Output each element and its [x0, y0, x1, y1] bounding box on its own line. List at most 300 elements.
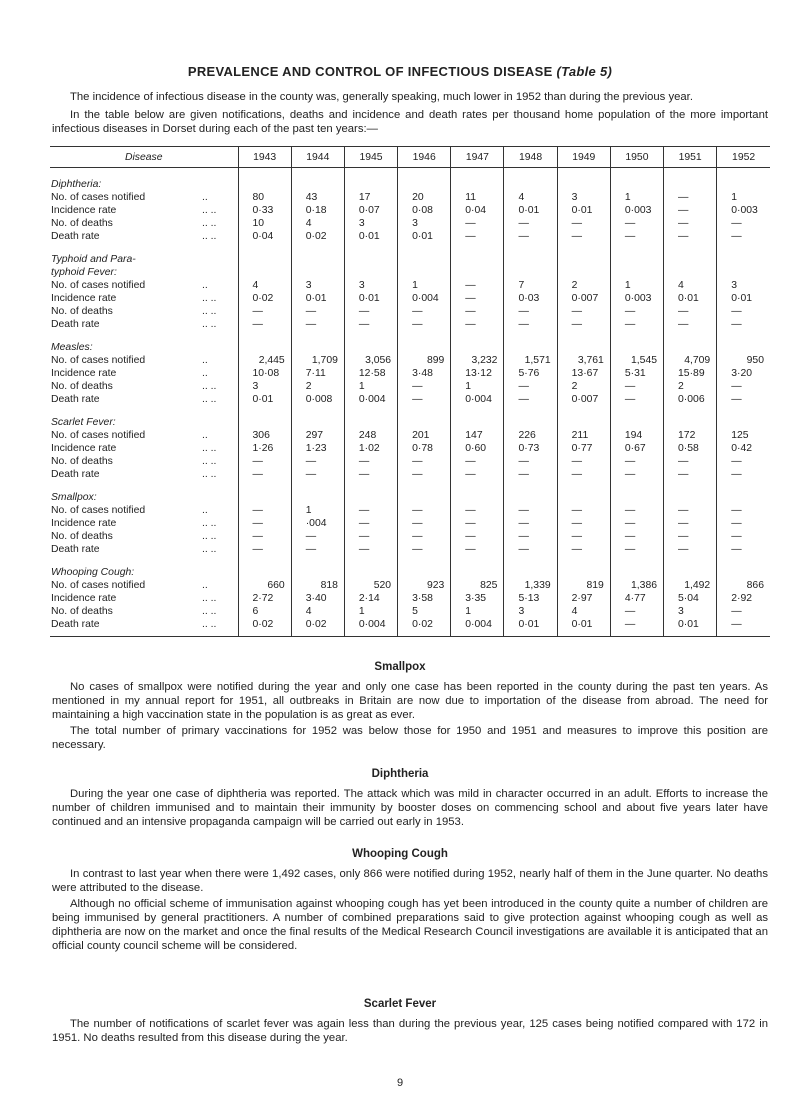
table-row	[50, 191, 770, 204]
data-cell: —	[344, 530, 397, 543]
data-cell: —	[344, 468, 397, 481]
empty-cell	[238, 331, 291, 354]
data-cell: 0·007	[557, 393, 610, 406]
empty-cell	[451, 556, 504, 579]
data-cell: —	[451, 468, 504, 481]
data-cell: 1,571	[504, 354, 557, 367]
data-cell: —	[557, 504, 610, 517]
table-row	[50, 217, 770, 230]
row-label	[50, 530, 238, 543]
table-row	[50, 380, 770, 393]
data-cell: 0·02	[238, 292, 291, 305]
empty-cell	[717, 556, 770, 579]
table-row	[50, 468, 770, 481]
leader-dots: .. ..	[202, 544, 217, 555]
data-cell: —	[238, 517, 291, 530]
data-cell: 0·003	[610, 204, 663, 217]
empty-cell	[664, 481, 717, 504]
heading-whooping-cough: Whooping Cough	[352, 848, 448, 860]
column-header-year: 1946	[398, 147, 451, 168]
empty-cell	[717, 266, 770, 279]
data-cell: 1	[451, 605, 504, 618]
scarlet-paragraph-1: The number of notifications of scarlet fever was again less than during the previous year, 125 cases being notified compared with 172 in 1951. No deaths resulted from this disease during the year.	[52, 1018, 768, 1044]
row-label-text: Death rate	[51, 231, 100, 242]
data-cell: 1,545	[610, 354, 663, 367]
data-cell: —	[610, 393, 663, 406]
empty-cell	[344, 243, 397, 266]
data-cell: —	[557, 543, 610, 556]
data-cell: —	[451, 455, 504, 468]
data-cell: —	[717, 393, 770, 406]
table-row	[50, 367, 770, 380]
empty-cell	[610, 556, 663, 579]
row-label-text: No. of deaths	[51, 606, 113, 617]
data-cell: 923	[398, 579, 451, 592]
data-cell: 3	[398, 217, 451, 230]
data-cell: 520	[344, 579, 397, 592]
data-cell: 818	[291, 579, 344, 592]
empty-cell	[504, 243, 557, 266]
row-label	[50, 230, 238, 243]
whooping-paragraph-1: In contrast to last year when there were 1,492 cases, only 866 were notified during 1952, nearly half of them in the June quarter. No deaths were attributed to the disease.	[52, 868, 768, 894]
empty-cell	[557, 406, 610, 429]
empty-cell	[344, 168, 397, 192]
empty-cell	[610, 331, 663, 354]
data-cell: —	[610, 305, 663, 318]
data-cell: —	[238, 543, 291, 556]
data-cell: —	[291, 305, 344, 318]
table-row	[50, 605, 770, 618]
disease-name: Diphtheria:	[51, 179, 102, 190]
data-cell: 3	[238, 380, 291, 393]
empty-cell	[451, 481, 504, 504]
data-cell: —	[664, 504, 717, 517]
data-cell: 5·13	[504, 592, 557, 605]
data-cell: 0·01	[238, 393, 291, 406]
empty-cell	[344, 556, 397, 579]
leader-dots: .. ..	[202, 319, 217, 330]
row-label	[50, 504, 238, 517]
row-label	[50, 217, 238, 230]
data-cell: —	[504, 318, 557, 331]
data-cell: 0·01	[291, 292, 344, 305]
data-cell: 43	[291, 191, 344, 204]
data-cell: 15·89	[664, 367, 717, 380]
data-cell: —	[717, 318, 770, 331]
leader-dots: ..	[202, 505, 208, 516]
data-cell: —	[664, 468, 717, 481]
leader-dots: .. ..	[202, 394, 217, 405]
row-label	[50, 380, 238, 393]
leader-dots: ..	[202, 280, 208, 291]
data-cell: —	[451, 543, 504, 556]
table-row	[50, 429, 770, 442]
leader-dots: .. ..	[202, 518, 217, 529]
intro-paragraph-2: In the table below are given notifications, deaths and incidence and death rates per thousand home population of the more important infectious diseases in Dorset during each of the past ten years:—	[52, 109, 768, 135]
disease-group-row	[50, 556, 770, 579]
column-header-year: 1948	[504, 147, 557, 168]
leader-dots: ..	[202, 580, 208, 591]
data-cell: 2·72	[238, 592, 291, 605]
data-cell: —	[557, 468, 610, 481]
empty-cell	[717, 406, 770, 429]
disease-group-row	[50, 266, 770, 279]
data-cell: —	[344, 517, 397, 530]
table-reference: (Table 5)	[556, 64, 613, 79]
data-cell: —	[291, 318, 344, 331]
data-cell: 1	[451, 380, 504, 393]
table-row	[50, 543, 770, 556]
empty-cell	[504, 556, 557, 579]
data-cell: —	[664, 191, 717, 204]
data-cell: —	[291, 530, 344, 543]
data-cell: 4	[664, 279, 717, 292]
data-cell: 1·02	[344, 442, 397, 455]
leader-dots: .. ..	[202, 619, 217, 630]
data-cell: —	[398, 504, 451, 517]
data-cell: —	[504, 305, 557, 318]
empty-cell	[238, 556, 291, 579]
row-label-text: Incidence rate	[51, 443, 117, 454]
page-title	[0, 64, 800, 79]
diphtheria-paragraph-1: During the year one case of diphtheria was reported. The attack which was mild in character occurred in an adult. Efforts to increase the number of children immunised and to maintain their immunity by booster doses on commencing school and about five years later have continued and an intensive propaganda campaign will be carried out early in 1953.	[52, 788, 768, 828]
data-cell: —	[504, 517, 557, 530]
data-cell: 950	[717, 354, 770, 367]
row-label	[50, 605, 238, 618]
empty-cell	[504, 481, 557, 504]
data-cell: 0·04	[451, 204, 504, 217]
empty-cell	[610, 243, 663, 266]
column-header-year: 1944	[291, 147, 344, 168]
empty-cell	[451, 266, 504, 279]
data-cell: 0·60	[451, 442, 504, 455]
data-cell: —	[451, 279, 504, 292]
data-cell: 2·97	[557, 592, 610, 605]
data-cell: 13·12	[451, 367, 504, 380]
table-body	[50, 168, 770, 637]
empty-cell	[664, 266, 717, 279]
data-cell: 3,056	[344, 354, 397, 367]
data-cell: 80	[238, 191, 291, 204]
row-label-text: Death rate	[51, 469, 100, 480]
data-cell: 3	[664, 605, 717, 618]
disease-group-row	[50, 168, 770, 192]
data-cell: 0·08	[398, 204, 451, 217]
data-cell: —	[344, 455, 397, 468]
data-cell: —	[451, 230, 504, 243]
disease-name: typhoid Fever:	[51, 267, 117, 278]
row-label	[50, 618, 238, 637]
data-cell: —	[451, 292, 504, 305]
title-text: PREVALENCE AND CONTROL OF INFECTIOUS DISEASE	[187, 64, 553, 79]
data-cell: 0·18	[291, 204, 344, 217]
data-cell: —	[717, 543, 770, 556]
data-cell: 2,445	[238, 354, 291, 367]
empty-cell	[557, 168, 610, 192]
disease-name: Scarlet Fever:	[51, 417, 116, 428]
data-cell: 0·01	[557, 618, 610, 637]
data-cell: —	[610, 468, 663, 481]
table-row	[50, 592, 770, 605]
empty-cell	[291, 481, 344, 504]
empty-cell	[504, 168, 557, 192]
disease-name: Whooping Cough:	[51, 567, 135, 578]
data-cell: 2	[291, 380, 344, 393]
data-cell: —	[344, 305, 397, 318]
data-cell: 2·14	[344, 592, 397, 605]
data-cell: 12·58	[344, 367, 397, 380]
data-cell: 0·67	[610, 442, 663, 455]
empty-cell	[557, 556, 610, 579]
data-cell: —	[238, 455, 291, 468]
empty-cell	[664, 406, 717, 429]
leader-dots: .. ..	[202, 306, 217, 317]
data-cell: —	[398, 318, 451, 331]
leader-dots: .. ..	[202, 381, 217, 392]
data-cell: 4	[557, 605, 610, 618]
data-cell: 0·58	[664, 442, 717, 455]
data-cell: 0·07	[344, 204, 397, 217]
table-row	[50, 618, 770, 637]
empty-cell	[557, 331, 610, 354]
empty-cell	[717, 168, 770, 192]
data-cell: —	[344, 318, 397, 331]
empty-cell	[398, 406, 451, 429]
empty-cell	[664, 556, 717, 579]
empty-cell	[451, 243, 504, 266]
disease-group-row	[50, 481, 770, 504]
data-cell: —	[557, 318, 610, 331]
data-cell: —	[664, 230, 717, 243]
data-cell: 147	[451, 429, 504, 442]
row-label-text: Death rate	[51, 394, 100, 405]
disease-name: Measles:	[51, 342, 93, 353]
row-label	[50, 305, 238, 318]
data-cell: 819	[557, 579, 610, 592]
row-label	[50, 318, 238, 331]
data-cell: 3·40	[291, 592, 344, 605]
data-cell: ·004	[291, 517, 344, 530]
row-label	[50, 429, 238, 442]
data-cell: —	[610, 530, 663, 543]
row-label-text: No. of deaths	[51, 531, 113, 542]
row-label	[50, 579, 238, 592]
data-cell: —	[664, 318, 717, 331]
data-cell: 1	[344, 605, 397, 618]
data-cell: 226	[504, 429, 557, 442]
empty-cell	[610, 168, 663, 192]
empty-cell	[344, 406, 397, 429]
data-cell: 1·23	[291, 442, 344, 455]
data-cell: 194	[610, 429, 663, 442]
data-cell: —	[664, 305, 717, 318]
leader-dots: .. ..	[202, 218, 217, 229]
empty-cell	[451, 406, 504, 429]
data-cell: 2·92	[717, 592, 770, 605]
data-cell: 3	[291, 279, 344, 292]
empty-cell	[291, 243, 344, 266]
table-row	[50, 455, 770, 468]
data-cell: 2	[557, 279, 610, 292]
data-cell: —	[398, 530, 451, 543]
data-cell: —	[610, 380, 663, 393]
leader-dots: .. ..	[202, 469, 217, 480]
row-label	[50, 442, 238, 455]
row-label	[50, 468, 238, 481]
data-cell: —	[291, 543, 344, 556]
empty-cell	[504, 331, 557, 354]
row-label	[50, 279, 238, 292]
row-label	[50, 367, 238, 380]
table-row	[50, 517, 770, 530]
data-cell: 5·76	[504, 367, 557, 380]
data-cell: 3,232	[451, 354, 504, 367]
row-label	[50, 393, 238, 406]
data-cell: 1,709	[291, 354, 344, 367]
row-label-text: No. of cases notified	[51, 280, 146, 291]
row-label-text: No. of cases notified	[51, 192, 146, 203]
heading-scarlet-fever: Scarlet Fever	[363, 998, 437, 1010]
leader-dots: .. ..	[202, 456, 217, 467]
data-cell: 0·02	[238, 618, 291, 637]
empty-cell	[291, 168, 344, 192]
data-cell: 0·02	[291, 230, 344, 243]
row-label	[50, 354, 238, 367]
data-cell: 3,761	[557, 354, 610, 367]
data-cell: 4	[238, 279, 291, 292]
data-cell: —	[664, 543, 717, 556]
empty-cell	[504, 266, 557, 279]
data-cell: 7·11	[291, 367, 344, 380]
empty-cell	[398, 556, 451, 579]
data-cell: —	[451, 517, 504, 530]
data-cell: —	[504, 504, 557, 517]
empty-cell	[610, 406, 663, 429]
leader-dots: .. ..	[202, 531, 217, 542]
data-cell: 0·004	[344, 393, 397, 406]
data-cell: 1	[717, 191, 770, 204]
empty-cell	[557, 243, 610, 266]
empty-cell	[291, 556, 344, 579]
data-cell: 0·003	[610, 292, 663, 305]
heading-smallpox: Smallpox	[374, 661, 426, 673]
row-label	[50, 592, 238, 605]
data-cell: 0·01	[557, 204, 610, 217]
data-cell: 5	[398, 605, 451, 618]
data-cell: 0·007	[557, 292, 610, 305]
data-cell: 5·04	[664, 592, 717, 605]
empty-cell	[557, 481, 610, 504]
data-cell: 0·78	[398, 442, 451, 455]
empty-cell	[717, 481, 770, 504]
empty-cell	[610, 481, 663, 504]
empty-cell	[398, 168, 451, 192]
data-cell: —	[557, 305, 610, 318]
row-label-text: No. of deaths	[51, 456, 113, 467]
data-cell: 0·02	[291, 618, 344, 637]
data-cell: 0·004	[451, 393, 504, 406]
whooping-paragraph-2: Although no official scheme of immunisation against whooping cough has yet been introduced in the county quite a number of children are being immunised by general practitioners. A number of combined preparations said to give protection against whooping cough as well as diphtheria are now on the market and once the final results of the Medical Research Council investigations are available it is anticipated that an official county council scheme will be considered.	[52, 898, 768, 952]
empty-cell	[664, 243, 717, 266]
empty-cell	[398, 331, 451, 354]
column-header-year: 1945	[344, 147, 397, 168]
heading-diphtheria: Diphtheria	[371, 768, 429, 780]
data-cell: —	[504, 230, 557, 243]
data-cell: 0·004	[398, 292, 451, 305]
empty-cell	[504, 406, 557, 429]
data-cell: 3	[557, 191, 610, 204]
empty-cell	[717, 243, 770, 266]
data-cell: 0·01	[344, 292, 397, 305]
row-label	[50, 292, 238, 305]
data-cell: 1	[291, 504, 344, 517]
data-cell: 2	[664, 380, 717, 393]
data-cell: —	[717, 468, 770, 481]
data-cell: —	[398, 543, 451, 556]
column-header-year: 1952	[717, 147, 770, 168]
data-cell: 825	[451, 579, 504, 592]
empty-cell	[238, 406, 291, 429]
empty-cell	[238, 243, 291, 266]
data-cell: —	[504, 455, 557, 468]
column-header-year: 1943	[238, 147, 291, 168]
data-cell: —	[717, 305, 770, 318]
table-row	[50, 318, 770, 331]
empty-cell	[398, 481, 451, 504]
column-header-year: 1951	[664, 147, 717, 168]
column-header-year: 1949	[557, 147, 610, 168]
data-cell: 0·01	[344, 230, 397, 243]
page-number: 9	[396, 1077, 404, 1089]
row-label-text: No. of deaths	[51, 218, 113, 229]
data-cell: —	[717, 380, 770, 393]
data-cell: 7	[504, 279, 557, 292]
leader-dots: .. ..	[202, 606, 217, 617]
data-cell: —	[664, 204, 717, 217]
row-label-text: No. of cases notified	[51, 355, 146, 366]
data-cell: 0·004	[451, 618, 504, 637]
data-cell: 4	[504, 191, 557, 204]
data-cell: —	[398, 455, 451, 468]
data-cell: —	[398, 380, 451, 393]
data-cell: 248	[344, 429, 397, 442]
row-label-text: Death rate	[51, 619, 100, 630]
leader-dots: .. ..	[202, 205, 217, 216]
data-cell: 3	[344, 279, 397, 292]
data-cell: 1	[610, 191, 663, 204]
data-cell: —	[451, 305, 504, 318]
row-label-text: No. of deaths	[51, 306, 113, 317]
data-cell: 0·01	[504, 204, 557, 217]
data-cell: —	[504, 530, 557, 543]
empty-cell	[344, 481, 397, 504]
data-cell: —	[610, 217, 663, 230]
data-cell: 0·77	[557, 442, 610, 455]
data-cell: —	[610, 618, 663, 637]
data-cell: 5·31	[610, 367, 663, 380]
empty-cell	[291, 406, 344, 429]
data-cell: —	[557, 517, 610, 530]
table-row	[50, 279, 770, 292]
data-cell: —	[291, 468, 344, 481]
data-cell: —	[717, 605, 770, 618]
data-cell: —	[717, 517, 770, 530]
data-cell: —	[664, 517, 717, 530]
data-cell: 13·67	[557, 367, 610, 380]
empty-cell	[398, 266, 451, 279]
column-header-year: 1947	[451, 147, 504, 168]
table-row	[50, 579, 770, 592]
